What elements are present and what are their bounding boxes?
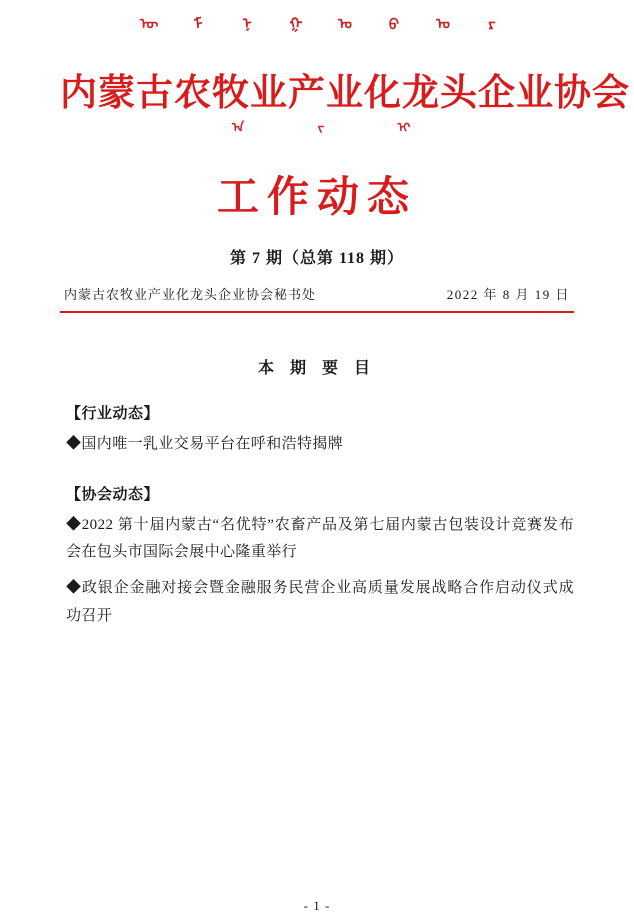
section-heading-industry: 【行业动态】 xyxy=(66,405,160,422)
mongolian-glyph-column: ᠭ xyxy=(284,14,302,29)
mongolian-glyph-column: ᠢ xyxy=(392,118,408,132)
mongolian-subheader-row xyxy=(60,115,574,165)
mongolian-glyph-column: ᠵ xyxy=(309,118,325,132)
mongolian-glyph-column: ᠣ xyxy=(431,14,449,29)
contents-entry[interactable]: ◆2022 第十届内蒙古“名优特”农畜产品及第七届内蒙古包装设计竞赛发布会在包头市国际会展中心隆重举行 xyxy=(66,516,574,561)
publisher-name: 内蒙古农牧业产业化龙头企业协会秘书处 xyxy=(64,286,317,302)
publication-date: 2022 年 8 月 19 日 xyxy=(446,286,570,302)
issue-number: 第 7 期（总第 118 期） xyxy=(229,249,405,267)
mongolian-glyph-column: ᠪ xyxy=(382,14,400,29)
contents-entry[interactable]: ◆国内唯一乳业交易平台在呼和浩特揭牌 xyxy=(66,435,344,452)
contents-entry[interactable]: ◆政银企金融对接会暨金融服务民营企业高质量发展战略合作启动仪式成功召开 xyxy=(66,580,574,624)
mongolian-glyph-column: ᠮ xyxy=(186,14,204,29)
contents-heading: 本 期 要 目 xyxy=(257,359,376,377)
masthead-title: 内蒙古农牧业产业化龙头企业协会 xyxy=(60,73,630,114)
page-number: - 1 - xyxy=(303,898,331,913)
mongolian-header-row xyxy=(60,0,574,70)
mongolian-glyph-column: ᠠ xyxy=(226,118,242,132)
red-divider-rule xyxy=(60,311,574,313)
mongolian-glyph-column: ᠷ xyxy=(480,14,498,29)
masthead-subtitle: 工作动态 xyxy=(216,174,417,221)
publication-meta xyxy=(60,284,574,303)
section-heading-association: 【协会动态】 xyxy=(66,486,160,503)
mongolian-glyph-column: ᠦ xyxy=(137,14,155,29)
mongolian-glyph-column: ᠣ xyxy=(333,14,351,29)
mongolian-glyph-column: ᠨ xyxy=(235,14,253,29)
